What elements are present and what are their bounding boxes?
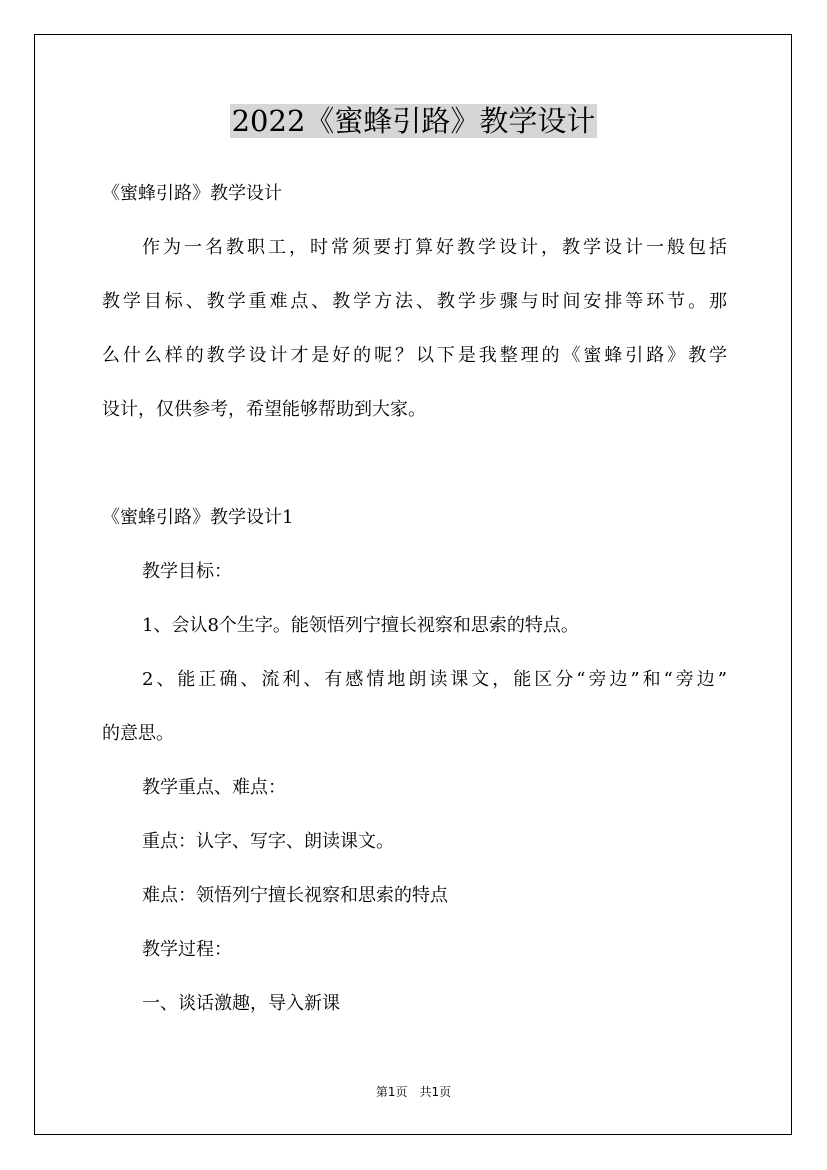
intro-line-1: 作为一名教职工，时常须要打算好教学设计，教学设计一般包括 — [142, 237, 727, 258]
intro-line-3: 么什么样的教学设计才是好的呢？以下是我整理的《蜜蜂引路》教学 — [102, 345, 727, 366]
goals-heading: 教学目标： — [142, 561, 232, 582]
key-point: 重点：认字、写字、朗读课文。 — [142, 831, 394, 852]
document-subtitle: 《蜜蜂引路》教学设计 — [102, 183, 282, 204]
goal-item-2: 2、能正确、流利、有感情地朗读课文，能区分“旁边”和“旁边” — [142, 669, 727, 690]
section-heading: 《蜜蜂引路》教学设计1 — [102, 507, 294, 528]
page-number-footer: 第1页 共1页 — [375, 1085, 452, 1099]
process-step-1: 一、谈话激趣，导入新课 — [142, 993, 340, 1014]
goal-item-1: 1、会认8个生字。能领悟列宁擅长视察和思索的特点。 — [142, 615, 579, 636]
document-title — [0, 100, 827, 142]
intro-line-4: 设计，仅供参考，希望能够帮助到大家。 — [102, 399, 426, 420]
key-points-heading: 教学重点、难点： — [142, 777, 286, 798]
document-title-text: 2022《蜜蜂引路》教学设计 — [231, 104, 596, 138]
intro-line-2: 教学目标、教学重难点、教学方法、教学步骤与时间安排等环节。那 — [102, 291, 727, 312]
process-heading: 教学过程： — [142, 939, 232, 960]
goal-item-2-continued: 的意思。 — [102, 723, 174, 744]
difficulty-point: 难点：领悟列宁擅长视察和思索的特点 — [142, 885, 448, 906]
